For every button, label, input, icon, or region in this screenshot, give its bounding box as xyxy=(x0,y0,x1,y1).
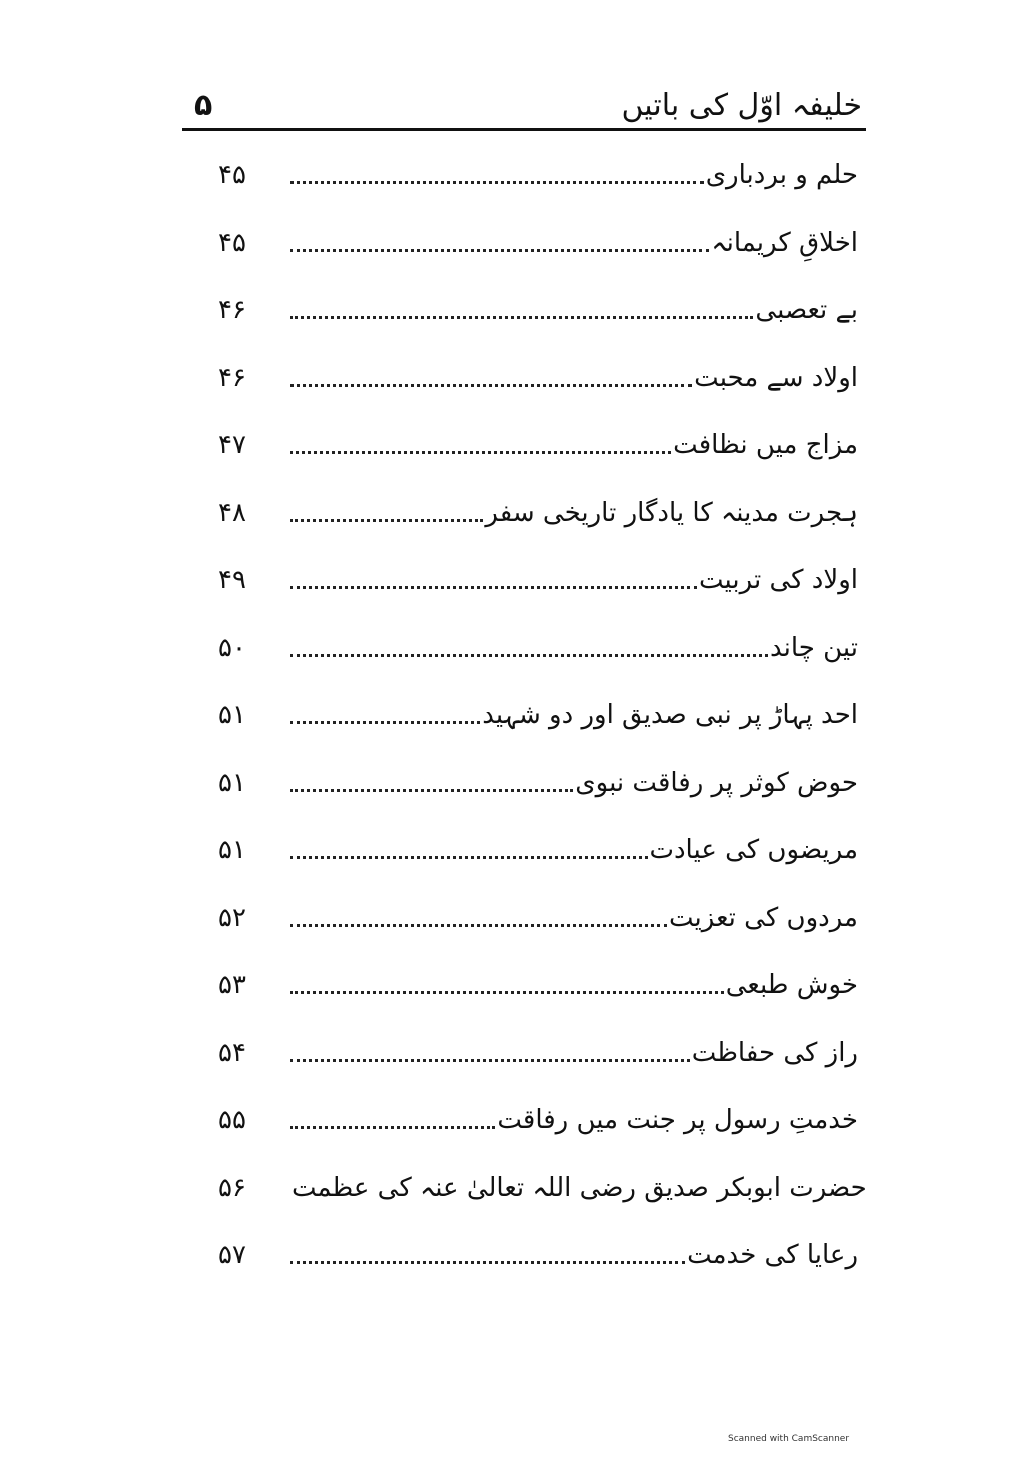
toc-entry xyxy=(0,1018,1034,1086)
toc-leader xyxy=(290,1036,858,1068)
toc-entry xyxy=(0,1220,1034,1288)
toc-entry xyxy=(0,478,1034,546)
table-of-contents xyxy=(0,140,1034,1288)
dot-leader xyxy=(290,856,648,859)
toc-title: راز کی حفاظت xyxy=(691,1037,858,1068)
dot-leader xyxy=(290,924,667,927)
toc-page-number: ۵۲ xyxy=(218,902,246,933)
dot-leader xyxy=(290,789,573,792)
toc-entry xyxy=(0,140,1034,208)
dot-leader xyxy=(290,721,480,724)
toc-entry xyxy=(0,410,1034,478)
toc-leader xyxy=(290,226,858,258)
dot-leader xyxy=(290,181,704,184)
toc-page-number: ۵۳ xyxy=(218,970,246,1000)
toc-page-number: ۴۸ xyxy=(218,497,246,528)
toc-leader xyxy=(290,1171,867,1203)
dot-leader xyxy=(290,654,768,657)
toc-leader xyxy=(290,361,858,393)
dot-leader xyxy=(290,316,753,319)
toc-title: مردوں کی تعزیت xyxy=(669,902,858,933)
toc-leader xyxy=(290,833,858,865)
toc-leader xyxy=(290,158,858,190)
page-number: ۵ xyxy=(194,88,213,123)
toc-page-number: ۴۵ xyxy=(218,160,246,190)
scanner-watermark: Scanned with CamScanner xyxy=(728,1434,850,1444)
dot-leader xyxy=(290,384,692,387)
toc-title: اخلاقِ کریمانہ xyxy=(711,227,858,258)
header-rule xyxy=(182,128,866,131)
toc-title: مریضوں کی عیادت xyxy=(649,835,858,865)
toc-title: خدمتِ رسول پر جنت میں رفاقت xyxy=(497,1105,858,1135)
dot-leader xyxy=(290,249,709,252)
toc-page-number: ۵۱ xyxy=(218,835,246,865)
toc-title: حضرت ابوبکر صدیق رضی اللہ تعالیٰ عنہ کی عظمت xyxy=(292,1172,867,1203)
toc-page-number: ۴۶ xyxy=(218,295,246,325)
toc-entry xyxy=(0,208,1034,276)
toc-entry xyxy=(0,613,1034,681)
dot-leader xyxy=(290,1059,690,1062)
toc-leader xyxy=(290,293,858,325)
toc-title: مزاج میں نظافت xyxy=(673,430,858,460)
toc-leader xyxy=(290,631,858,663)
toc-leader xyxy=(290,496,858,528)
toc-page-number: ۴۷ xyxy=(218,430,246,460)
toc-title: اولاد کی تربیت xyxy=(699,565,858,595)
toc-page-number: ۴۹ xyxy=(218,565,246,595)
toc-title: خوش طبعی xyxy=(725,970,858,1000)
toc-title: حلم و بردباری xyxy=(705,160,858,190)
toc-leader xyxy=(290,1238,858,1270)
dot-leader xyxy=(290,991,724,994)
toc-page-number: ۵۴ xyxy=(218,1037,246,1068)
toc-title: حوض کوثر پر رفاقت نبوی xyxy=(575,767,858,798)
toc-page-number: ۵۱ xyxy=(218,767,246,798)
toc-entry xyxy=(0,343,1034,411)
toc-entry xyxy=(0,950,1034,1018)
toc-page-number: ۵۷ xyxy=(218,1240,246,1270)
toc-entry xyxy=(0,680,1034,748)
toc-title: بے تعصبی xyxy=(755,295,858,325)
dot-leader xyxy=(290,586,697,589)
toc-page-number: ۵۵ xyxy=(218,1105,246,1135)
toc-entry xyxy=(0,883,1034,951)
page-header xyxy=(182,82,866,130)
toc-title: ہجرت مدینہ کا یادگار تاریخی سفر xyxy=(485,497,858,528)
toc-leader xyxy=(290,766,858,798)
dot-leader xyxy=(290,1261,685,1264)
toc-leader xyxy=(290,968,858,1000)
toc-leader xyxy=(290,1103,858,1135)
toc-page-number: ۴۵ xyxy=(218,227,246,258)
toc-page-number: ۴۶ xyxy=(218,362,246,393)
toc-title: تین چاند xyxy=(769,632,858,663)
toc-leader xyxy=(290,563,858,595)
toc-leader xyxy=(290,698,858,730)
toc-entry xyxy=(0,815,1034,883)
dot-leader xyxy=(290,1126,495,1129)
toc-page-number: ۵۱ xyxy=(218,700,246,730)
toc-leader xyxy=(290,901,858,933)
toc-entry xyxy=(0,275,1034,343)
toc-entry xyxy=(0,1153,1034,1221)
toc-entry xyxy=(0,1085,1034,1153)
toc-entry xyxy=(0,545,1034,613)
book-title: خلیفہ اوّل کی باتیں xyxy=(621,88,862,123)
toc-title: احد پہاڑ پر نبی صدیق اور دو شہید xyxy=(482,700,858,730)
dot-leader xyxy=(290,451,671,454)
toc-entry xyxy=(0,748,1034,816)
toc-title: رعایا کی خدمت xyxy=(687,1240,858,1270)
toc-title: اولاد سے محبت xyxy=(694,362,858,393)
toc-page-number: ۵۶ xyxy=(218,1172,246,1203)
dot-leader xyxy=(290,519,483,522)
toc-page-number: ۵۰ xyxy=(218,632,246,663)
toc-leader xyxy=(290,428,858,460)
